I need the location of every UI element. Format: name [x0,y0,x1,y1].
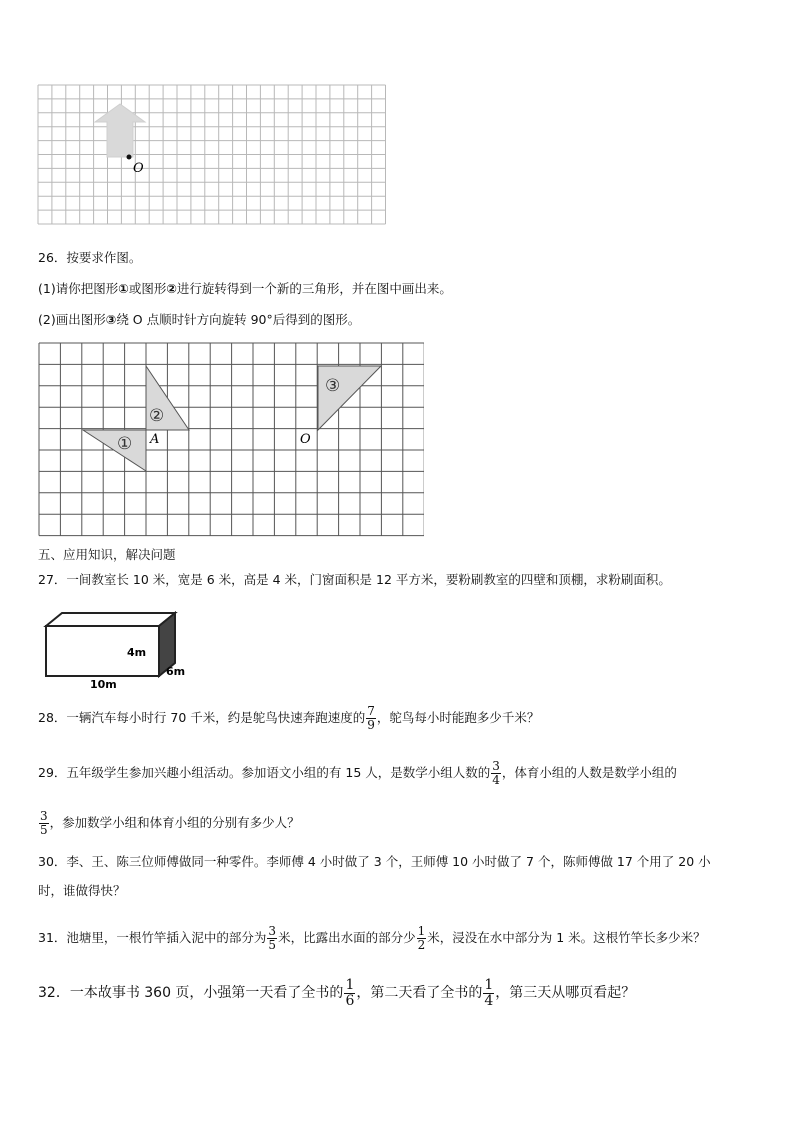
q31-text-c: 米，浸没在水中部分为 1 米。这根竹竿长多少米？ [427,930,706,945]
fraction-3-4 [491,760,501,787]
fraction-numerator: 1 [345,976,355,993]
point-a-label: A [150,432,160,447]
box-length-label: 10m [90,678,117,690]
q31-text-a: 31．池塘里，一根竹竿插入泥中的部分为 [38,930,267,945]
q28 [38,703,539,733]
rotation-grid-top [37,84,389,233]
fraction-7-9 [366,705,376,732]
q28-text-a: 28．一辆汽车每小时行 70 千米，约是鸵鸟快速奔跑速度的 [38,710,366,725]
q30-line2: 时，谁做得快？ [38,883,126,898]
point-o [127,155,132,160]
fraction-denominator: 5 [268,938,277,952]
q26-part2-text-b: 绕 O 点顺时针方向旋转 90°后得到的图形。 [116,312,361,327]
q26-part2 [38,312,360,328]
fraction-1-2 [417,925,427,952]
q31-text-b: 米，比露出水面的部分少 [278,930,416,945]
point-o-label: O [133,161,144,176]
q29-line1 [38,758,677,788]
section-5-title: 五、应用知识，解决问题 [38,547,176,562]
q29-text-c: ，参加数学小组和体育小组的分别有多少人？ [49,815,300,830]
classroom-box-figure [40,605,200,690]
fraction-numerator: 3 [40,809,48,823]
q29-line2 [38,808,300,838]
fraction-3-5 [267,925,277,952]
q26-part1-circled-1: ① [118,281,129,296]
q32-text-b: ，第二天看了全书的 [356,985,483,1001]
q26-title: 26．按要求作图。 [38,250,142,265]
fraction-denominator: 5 [40,823,48,837]
fraction-numerator: 3 [268,924,277,938]
q29-text-b: ，体育小组的人数是数学小组的 [501,765,677,780]
q30-line1: 30．李、王、陈三位师傅做同一种零件。李师傅 4 小时做了 3 个，王师傅 10 小时做了 7 个，陈师傅做 17 个用了 20 小 [38,854,711,869]
triangle-3-label: ③ [325,376,341,396]
q26-part1-text-b: 或图形 [128,281,167,296]
fraction-denominator: 9 [367,718,375,732]
q27-text: 27．一间教室长 10 米，宽是 6 米，高是 4 米，门窗面积是 12 平方米，要粉刷教室的四壁和顶棚，求粉刷面积。 [38,572,671,587]
rotation-grid-q26 [38,342,424,538]
q26-part1-text-a: (1)请你把图形 [38,281,119,296]
triangle-2-label: ② [149,406,165,426]
q26-part1 [38,281,452,297]
fraction-1-4 [483,978,494,1009]
fraction-denominator: 6 [345,992,355,1009]
fraction-denominator: 4 [492,773,500,787]
arrow-figure [95,104,145,157]
fraction-numerator: 3 [492,759,500,773]
fraction-3-5 [39,810,49,837]
q28-text-b: ，鸵鸟每小时能跑多少千米？ [376,710,540,725]
q26-part2-text-a: (2)画出图形 [38,312,106,327]
fraction-numerator: 1 [417,924,426,938]
fraction-denominator: 4 [484,992,494,1009]
q26-part2-circled-3: ③ [105,312,117,327]
fraction-1-6 [344,978,355,1009]
q26-part1-circled-2: ② [166,281,177,296]
box-width-label: 6m [166,665,186,678]
box-height-label: 4m [127,646,147,659]
point-o-label-q26: O [300,432,311,447]
q31 [38,923,706,953]
triangle-1-label: ① [117,434,133,454]
fraction-denominator: 2 [417,938,426,952]
fraction-numerator: 1 [484,976,494,993]
q32 [38,976,635,1010]
q29-text-a: 29．五年级学生参加兴趣小组活动。参加语文小组的有 15 人，是数学小组人数的 [38,765,491,780]
fraction-numerator: 7 [367,704,375,718]
q32-text-c: ，第三天从哪页看起？ [495,985,636,1001]
q32-text-a: 32．一本故事书 360 页，小强第一天看了全书的 [38,985,344,1001]
q26-part1-text-c: 进行旋转得到一个新的三角形，并在图中画出来。 [176,281,452,296]
